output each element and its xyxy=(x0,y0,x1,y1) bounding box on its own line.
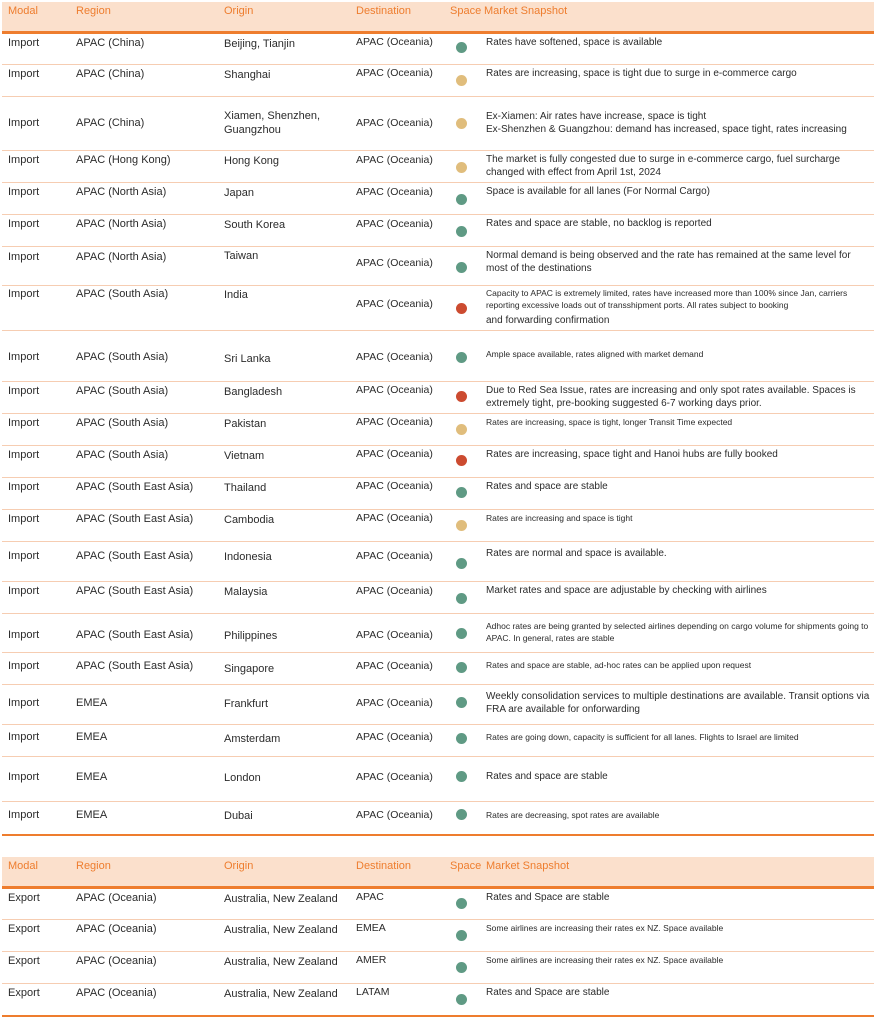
space-status-green-dot xyxy=(456,930,467,941)
snapshot-cell xyxy=(486,547,872,560)
destination-cell: APAC (Oceania) xyxy=(356,585,433,597)
snapshot-cell xyxy=(486,731,872,743)
snapshot-text: Rates are normal and space is available. xyxy=(486,548,667,559)
snapshot-cell xyxy=(486,384,872,410)
snapshot-cell xyxy=(486,770,872,783)
origin-cell: Malaysia xyxy=(224,586,268,598)
snapshot-text: Rates and space are stable, ad-hoc rates can be applied upon request xyxy=(486,660,752,670)
destination-cell: APAC (Oceania) xyxy=(356,809,433,821)
destination-cell: AMER xyxy=(356,954,387,966)
modal-cell: Export xyxy=(8,955,40,967)
snapshot-text-line-2: Ex-Shenzhen & Guangzhou: demand has increased, space tight, rates increasing xyxy=(486,124,847,135)
snapshot-text: Rates and Space are stable xyxy=(486,987,610,998)
table-row xyxy=(2,952,874,984)
space-status-green-dot xyxy=(456,42,467,53)
table-row xyxy=(2,920,874,952)
destination-cell: APAC (Oceania) xyxy=(356,629,433,641)
origin-cell: Taiwan xyxy=(224,250,259,262)
space-status-red-dot xyxy=(456,391,467,402)
modal-cell: Import xyxy=(8,288,40,300)
space-status-green-dot xyxy=(456,662,467,673)
origin-cell: India xyxy=(224,289,248,301)
modal-cell: Import xyxy=(8,660,40,672)
table-header xyxy=(2,2,874,34)
destination-cell: APAC (Oceania) xyxy=(356,67,433,79)
origin-cell: Australia, New Zealand xyxy=(224,988,338,1000)
space-status-green-dot xyxy=(456,697,467,708)
space-status-green-dot xyxy=(456,809,467,820)
destination-cell: LATAM xyxy=(356,986,390,998)
table-row xyxy=(2,446,874,478)
modal-cell: Import xyxy=(8,251,40,263)
table-row xyxy=(2,414,874,446)
table-row xyxy=(2,984,874,1017)
region-cell: APAC (South Asia) xyxy=(76,288,169,300)
region-cell: APAC (China) xyxy=(76,117,145,129)
region-cell: APAC (China) xyxy=(76,68,145,80)
header-snapshot: Market Snapshot xyxy=(486,860,570,872)
destination-cell: APAC (Oceania) xyxy=(356,36,433,48)
snapshot-text: The market is fully congested due to surge in e-commerce cargo, fuel surcharge changed with effect from April 1st, 2024 xyxy=(486,154,841,178)
destination-cell: APAC (Oceania) xyxy=(356,480,433,492)
destination-cell: APAC (Oceania) xyxy=(356,731,433,743)
modal-cell: Import xyxy=(8,417,40,429)
modal-cell: Export xyxy=(8,987,40,999)
origin-cell: Beijing, Tianjin xyxy=(224,38,295,50)
header-origin: Origin xyxy=(224,860,254,872)
destination-cell: APAC xyxy=(356,891,384,903)
header-region: Region xyxy=(76,5,111,17)
snapshot-cell xyxy=(486,287,872,327)
space-status-green-dot xyxy=(456,962,467,973)
snapshot-cell xyxy=(486,153,872,179)
space-status-green-dot xyxy=(456,898,467,909)
snapshot-text: Ample space available, rates aligned with market demand xyxy=(486,349,704,359)
snapshot-text: Rates are increasing, space tight and Hanoi hubs are fully booked xyxy=(486,449,778,460)
snapshot-text: Rates are going down, capacity is sufficient for all lanes. Flights to Israel are limited xyxy=(486,732,799,742)
modal-cell: Import xyxy=(8,771,40,783)
origin-cell: Australia, New Zealand xyxy=(224,893,338,905)
destination-cell: APAC (Oceania) xyxy=(356,550,433,562)
snapshot-text: Some airlines are increasing their rates ex NZ. Space available xyxy=(486,923,724,933)
snapshot-cell xyxy=(486,584,872,597)
header-destination: Destination xyxy=(356,860,412,872)
snapshot-text: Space is available for all lanes (For Normal Cargo) xyxy=(486,186,710,197)
snapshot-cell xyxy=(486,659,872,671)
snapshot-text: Rates are increasing and space is tight xyxy=(486,513,633,523)
destination-cell: APAC (Oceania) xyxy=(356,448,433,460)
region-cell: APAC (South Asia) xyxy=(76,351,169,363)
region-cell: APAC (Hong Kong) xyxy=(76,154,171,166)
snapshot-text: Adhoc rates are being granted by selected airlines depending on cargo volume for shipments going to APAC. In general, rates are stable xyxy=(486,621,869,643)
space-status-amber-dot xyxy=(456,424,467,435)
region-cell: APAC (South East Asia) xyxy=(76,550,194,562)
snapshot-cell xyxy=(486,620,872,644)
space-status-green-dot xyxy=(456,628,467,639)
table-row xyxy=(2,215,874,247)
snapshot-text: Normal demand is being observed and the rate has remained at the same level for most of the destinations xyxy=(486,250,851,274)
modal-cell: Import xyxy=(8,154,40,166)
region-cell: APAC (South East Asia) xyxy=(76,481,194,493)
snapshot-cell xyxy=(486,954,872,966)
table-row xyxy=(2,151,874,183)
region-cell: APAC (Oceania) xyxy=(76,987,157,999)
table-row xyxy=(2,382,874,414)
destination-cell: APAC (Oceania) xyxy=(356,351,433,363)
table-row xyxy=(2,757,874,802)
modal-cell: Import xyxy=(8,68,40,80)
destination-cell: APAC (Oceania) xyxy=(356,771,433,783)
snapshot-cell xyxy=(486,448,872,461)
destination-cell: APAC (Oceania) xyxy=(356,298,433,310)
export-table xyxy=(2,857,874,1017)
table-row xyxy=(2,542,874,582)
destination-cell: EMEA xyxy=(356,922,386,934)
space-status-green-dot xyxy=(456,262,467,273)
table-row xyxy=(2,331,874,382)
snapshot-cell xyxy=(486,110,872,136)
snapshot-text: Rates and Space are stable xyxy=(486,892,610,903)
export-body xyxy=(2,889,874,1017)
modal-cell: Import xyxy=(8,186,40,198)
modal-cell: Export xyxy=(8,923,40,935)
snapshot-cell xyxy=(486,249,872,275)
header-origin: Origin xyxy=(224,5,254,17)
snapshot-cell xyxy=(486,891,872,904)
origin-cell: South Korea xyxy=(224,219,286,231)
origin-cell: Thailand xyxy=(224,482,267,494)
snapshot-cell xyxy=(486,986,872,999)
origin-cell: Philippines xyxy=(224,630,278,642)
snapshot-cell xyxy=(486,217,872,230)
table-row xyxy=(2,286,874,331)
destination-cell: APAC (Oceania) xyxy=(356,512,433,524)
space-status-amber-dot xyxy=(456,118,467,129)
header-modal: Modal xyxy=(8,860,38,872)
destination-cell: APAC (Oceania) xyxy=(356,218,433,230)
modal-cell: Import xyxy=(8,481,40,493)
import-table xyxy=(2,2,874,836)
origin-cell: Japan xyxy=(224,187,254,199)
modal-cell: Import xyxy=(8,351,40,363)
region-cell: APAC (South East Asia) xyxy=(76,629,194,641)
origin-cell: Australia, New Zealand xyxy=(224,956,338,968)
table-header xyxy=(2,857,874,889)
modal-cell: Import xyxy=(8,218,40,230)
modal-cell: Import xyxy=(8,117,40,129)
modal-cell: Import xyxy=(8,585,40,597)
header-space: Space xyxy=(450,860,482,872)
origin-cell: Amsterdam xyxy=(224,733,281,745)
region-cell: APAC (North Asia) xyxy=(76,186,167,198)
region-cell: APAC (South East Asia) xyxy=(76,513,194,525)
snapshot-text: Rates are decreasing, spot rates are available xyxy=(486,810,660,820)
snapshot-text: Market rates and space are adjustable by checking with airlines xyxy=(486,585,767,596)
header-region: Region xyxy=(76,860,111,872)
table-row xyxy=(2,725,874,757)
space-status-amber-dot xyxy=(456,75,467,86)
space-status-green-dot xyxy=(456,352,467,363)
destination-cell: APAC (Oceania) xyxy=(356,416,433,428)
region-cell: APAC (North Asia) xyxy=(76,218,167,230)
origin-cell: Sri Lanka xyxy=(224,353,271,365)
region-cell: APAC (North Asia) xyxy=(76,251,167,263)
snapshot-text: Rates and space are stable xyxy=(486,481,608,492)
space-status-green-dot xyxy=(456,593,467,604)
table-row xyxy=(2,34,874,65)
region-cell: APAC (Oceania) xyxy=(76,892,157,904)
table-row xyxy=(2,685,874,725)
destination-cell: APAC (Oceania) xyxy=(356,257,433,269)
region-cell: EMEA xyxy=(76,771,108,783)
table-row xyxy=(2,802,874,836)
origin-cell: London xyxy=(224,772,261,784)
origin-cell: Singapore xyxy=(224,663,275,675)
snapshot-text: Some airlines are increasing their rates ex NZ. Space available xyxy=(486,955,724,965)
table-row xyxy=(2,582,874,614)
modal-cell: Import xyxy=(8,449,40,461)
region-cell: APAC (South East Asia) xyxy=(76,585,194,597)
modal-cell: Export xyxy=(8,892,40,904)
snapshot-cell xyxy=(486,809,872,821)
origin-cell: Bangladesh xyxy=(224,386,283,398)
region-cell: APAC (Oceania) xyxy=(76,955,157,967)
destination-cell: APAC (Oceania) xyxy=(356,186,433,198)
snapshot-text: Weekly consolidation services to multiple destinations are available. Transit options via FRA are available for onforwarding xyxy=(486,691,870,715)
modal-cell: Import xyxy=(8,809,40,821)
modal-cell: Import xyxy=(8,37,40,49)
snapshot-cell xyxy=(486,690,872,716)
header-destination: Destination xyxy=(356,5,412,17)
header-snapshot: Market Snapshot xyxy=(484,5,568,17)
space-status-green-dot xyxy=(456,733,467,744)
snapshot-text: Rates and space are stable xyxy=(486,771,608,782)
modal-cell: Import xyxy=(8,731,40,743)
snapshot-text: Due to Red Sea Issue, rates are increasing and only spot rates available. Spaces is extremely tight, pre-booking suggested 6-7 working days prior. xyxy=(486,385,856,409)
table-row xyxy=(2,183,874,215)
header-space: Space xyxy=(450,5,482,17)
snapshot-cell xyxy=(486,67,872,80)
space-status-amber-dot xyxy=(456,162,467,173)
destination-cell: APAC (Oceania) xyxy=(356,660,433,672)
origin-cell: Vietnam xyxy=(224,450,265,462)
region-cell: APAC (South Asia) xyxy=(76,385,169,397)
region-cell: EMEA xyxy=(76,809,108,821)
table-row xyxy=(2,510,874,542)
snapshot-text: Rates have softened, space is available xyxy=(486,37,663,48)
destination-cell: APAC (Oceania) xyxy=(356,384,433,396)
header-modal: Modal xyxy=(8,5,38,17)
origin-cell: Xiamen, Shenzhen, Guangzhou xyxy=(224,110,321,136)
table-row xyxy=(2,889,874,920)
space-status-green-dot xyxy=(456,558,467,569)
snapshot-cell xyxy=(486,480,872,493)
table-row xyxy=(2,653,874,685)
region-cell: APAC (South Asia) xyxy=(76,417,169,429)
space-status-green-dot xyxy=(456,994,467,1005)
snapshot-text: Rates are increasing, space is tight, longer Transit Time expected xyxy=(486,417,733,427)
snapshot-text: Rates and space are stable, no backlog is reported xyxy=(486,218,712,229)
origin-cell: Cambodia xyxy=(224,514,275,526)
destination-cell: APAC (Oceania) xyxy=(356,117,433,129)
origin-cell: Pakistan xyxy=(224,418,267,430)
snapshot-cell xyxy=(486,416,872,428)
space-status-red-dot xyxy=(456,455,467,466)
space-status-green-dot xyxy=(456,487,467,498)
snapshot-text: Ex-Xiamen: Air rates have increase, space is tight xyxy=(486,111,707,122)
region-cell: APAC (Oceania) xyxy=(76,923,157,935)
destination-cell: APAC (Oceania) xyxy=(356,154,433,166)
snapshot-cell xyxy=(486,348,872,360)
snapshot-text: Rates are increasing, space is tight due to surge in e-commerce cargo xyxy=(486,68,797,79)
origin-cell: Australia, New Zealand xyxy=(224,924,338,936)
modal-cell: Import xyxy=(8,550,40,562)
table-row xyxy=(2,478,874,510)
region-cell: APAC (South Asia) xyxy=(76,449,169,461)
space-status-amber-dot xyxy=(456,520,467,531)
modal-cell: Import xyxy=(8,629,40,641)
snapshot-cell xyxy=(486,185,872,198)
region-cell: APAC (South East Asia) xyxy=(76,660,194,672)
region-cell: EMEA xyxy=(76,697,108,709)
space-status-red-dot xyxy=(456,303,467,314)
table-row xyxy=(2,97,874,151)
space-status-green-dot xyxy=(456,226,467,237)
destination-cell: APAC (Oceania) xyxy=(356,697,433,709)
origin-cell: Shanghai xyxy=(224,69,271,81)
space-status-green-dot xyxy=(456,771,467,782)
snapshot-text: Capacity to APAC is extremely limited, rates have increased more than 100% since Jan, carriers reporting excessive loads out of transshipment ports. All rates subject to booking xyxy=(486,288,848,310)
region-cell: APAC (China) xyxy=(76,37,145,49)
modal-cell: Import xyxy=(8,385,40,397)
snapshot-cell xyxy=(486,36,872,49)
snapshot-cell xyxy=(486,922,872,934)
import-body xyxy=(2,34,874,836)
modal-cell: Import xyxy=(8,513,40,525)
region-cell: EMEA xyxy=(76,731,108,743)
snapshot-cell xyxy=(486,512,872,524)
table-row xyxy=(2,247,874,286)
modal-cell: Import xyxy=(8,697,40,709)
snapshot-text-line-2: and forwarding confirmation xyxy=(486,315,610,326)
origin-cell: Frankfurt xyxy=(224,698,269,710)
origin-cell: Dubai xyxy=(224,810,253,822)
table-row xyxy=(2,614,874,653)
table-row xyxy=(2,65,874,97)
origin-cell: Hong Kong xyxy=(224,155,280,167)
space-status-green-dot xyxy=(456,194,467,205)
origin-cell: Indonesia xyxy=(224,551,272,563)
